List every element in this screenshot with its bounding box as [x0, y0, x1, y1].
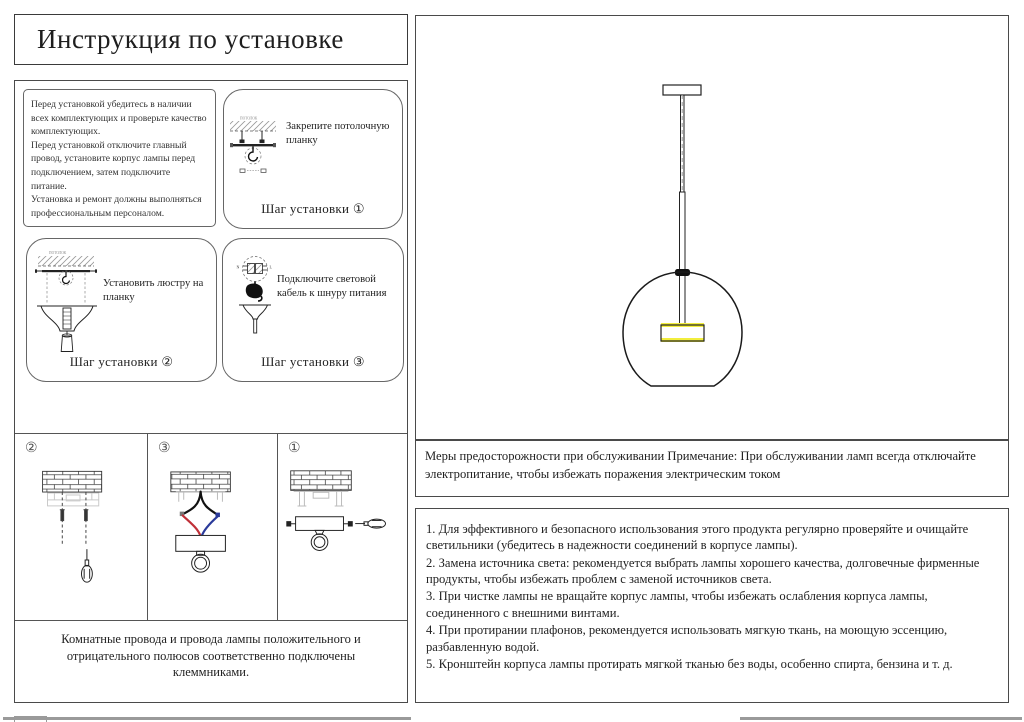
wire-connection-diagram	[235, 255, 275, 335]
title-box	[14, 14, 408, 65]
diagram-panel-1	[278, 434, 407, 620]
step-caption: Шаг установки ③	[261, 354, 365, 369]
screws-into-ceiling-diagram	[15, 434, 147, 620]
pendant-lamp-illustration	[621, 84, 743, 396]
precaution-text: Меры предосторожности при обслуживании Примечание: При обслуживании ламп всегда отключайте электропитание, чтобы избежать поражения электрическим током	[425, 449, 976, 481]
mounting-diagrams-section	[15, 434, 407, 621]
step-instruction: Установить люстру на планку	[103, 278, 204, 304]
installation-steps-section	[15, 81, 407, 434]
screwdriver-icon	[81, 549, 92, 582]
next-page-edge-right	[740, 717, 1022, 720]
ceiling-label: ПОТОЛОК	[49, 251, 67, 255]
panel-number: ③	[158, 441, 171, 456]
red-wire	[183, 516, 201, 537]
wiring-note-section	[15, 621, 407, 702]
maintenance-item: 3. При чистке лампы не вращайте корпус лампы, чтобы избежать ослабления корпуса лампы, соединенного с внешними винтами.	[426, 589, 928, 620]
precaution-box	[415, 440, 1009, 497]
note-line: Перед установкой отключите главный провод, установите корпус лампы перед подключением, затем подключите питание.	[31, 139, 196, 192]
diagram-panel-3	[148, 434, 278, 620]
next-page-box-stub	[14, 716, 47, 722]
wire-label-n: N	[236, 264, 240, 270]
step-box-1	[223, 89, 403, 229]
step-box-2	[26, 238, 217, 382]
note-line: Установка и ремонт должны выполняться профессиональным персоналом.	[31, 194, 202, 219]
wire-label-l: L	[269, 264, 272, 270]
step-caption: Шаг установки ①	[261, 201, 365, 216]
blue-wire	[202, 517, 218, 537]
preinstall-notes-box	[23, 89, 216, 227]
maintenance-item: 5. Кронштейн корпуса лампы протирать мягкой тканью без воды, особенно спирта, бензина и т. д.	[426, 656, 953, 671]
maintenance-list-box	[415, 508, 1009, 703]
panel-number: ②	[25, 441, 38, 456]
panel-number: ①	[288, 441, 301, 456]
canopy-fixing-diagram	[278, 434, 407, 620]
mount-chandelier-diagram	[35, 249, 99, 355]
maintenance-item: 4. При протирании плафонов, рекомендуется использовать мягкую ткань, на моющую эссенцию, разбавленную водой.	[426, 623, 948, 654]
wiring-note: Комнатные провода и провода лампы положительного и отрицательного полюсов соответственно подключены клеммниками.	[61, 632, 361, 679]
maintenance-item: 2. Замена источника света: рекомендуется выбрать лампы хорошего качества, долговечные фирменные продукты, чтобы избежать проблем с заменой источников света.	[426, 555, 980, 587]
step-caption: Шаг установки ②	[69, 354, 174, 369]
screwdriver-icon	[355, 519, 385, 528]
left-panel	[14, 80, 408, 703]
diagram-panel-2	[15, 434, 148, 620]
step-box-3	[222, 238, 404, 382]
ceiling-label: ПОТОЛОК	[240, 116, 258, 121]
lamp-illustration-box	[415, 15, 1009, 440]
next-page-edge-left	[3, 717, 411, 720]
note-line: Перед установкой убедитесь в наличии всех комплектующих и проверьте качество комплектующих.	[31, 99, 207, 138]
maintenance-item: 1. Для эффективного и безопасного использования этого продукта регулярно проверяйте и очищайте светильники (убедитесь в надежности соединений в корпусе лампы).	[426, 522, 969, 553]
page-title: Инструкция по установке	[37, 24, 344, 54]
ceiling-bracket-diagram	[228, 114, 283, 179]
step-instruction: Подключите световой кабель к шнуру питания	[277, 274, 387, 300]
wire-hookup-diagram	[148, 434, 277, 620]
step-instruction: Закрепите потолочную планку	[286, 121, 390, 147]
